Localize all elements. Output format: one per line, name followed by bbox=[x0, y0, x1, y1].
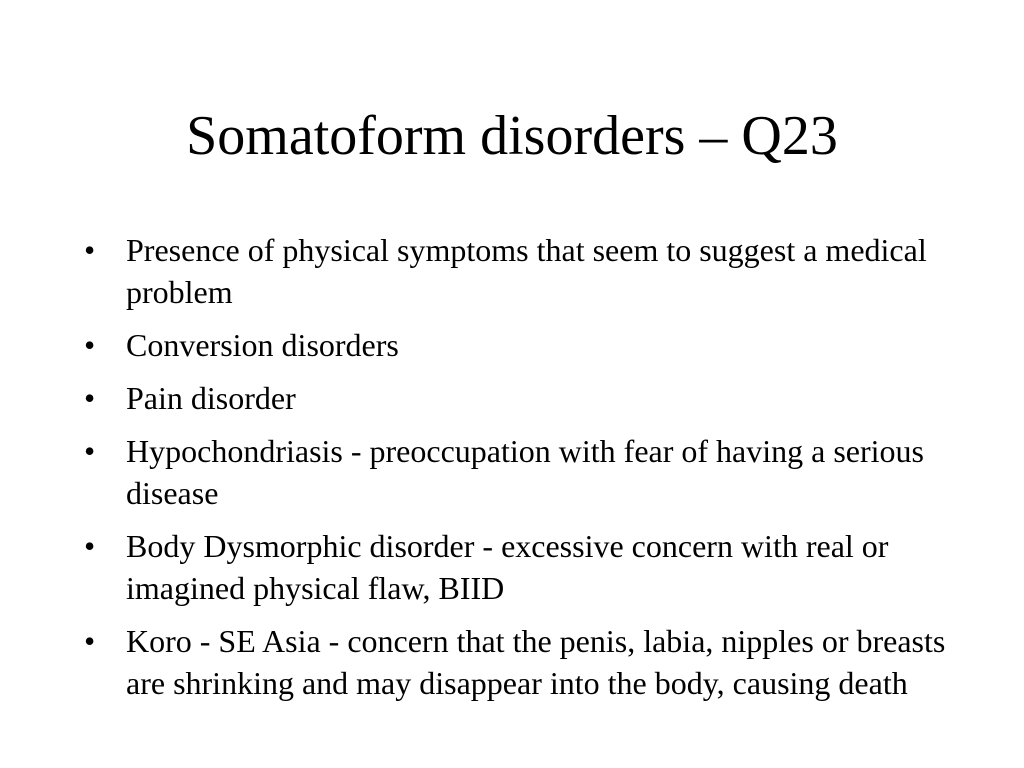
bullet-item bbox=[84, 324, 954, 366]
bullet-icon: • bbox=[84, 232, 96, 268]
bullet-item bbox=[84, 377, 954, 419]
bullet-text: Body Dysmorphic disorder - excessive concern with real or imagined physical flaw, BIID bbox=[126, 528, 889, 606]
bullet-item bbox=[84, 525, 954, 609]
bullet-icon: • bbox=[84, 380, 96, 416]
bullet-text: Conversion disorders bbox=[126, 327, 399, 363]
bullet-icon: • bbox=[84, 327, 96, 363]
slide-title: Somatoform disorders – Q23 bbox=[186, 105, 838, 167]
bullet-icon: • bbox=[84, 528, 96, 564]
bullet-text: Hypochondriasis - preoccupation with fear of having a serious disease bbox=[126, 433, 924, 511]
bullet-text: Presence of physical symptoms that seem to suggest a medical problem bbox=[126, 232, 927, 310]
bullet-item bbox=[84, 229, 954, 313]
bullet-text: Pain disorder bbox=[126, 380, 296, 416]
bullet-icon: • bbox=[84, 623, 96, 659]
bullet-item bbox=[84, 430, 954, 514]
bullet-list bbox=[84, 229, 954, 715]
bullet-item bbox=[84, 620, 954, 704]
bullet-text: Koro - SE Asia - concern that the penis, labia, nipples or breasts are shrinking and may disappear into the body, causing death bbox=[126, 623, 946, 701]
bullet-icon: • bbox=[84, 433, 96, 469]
